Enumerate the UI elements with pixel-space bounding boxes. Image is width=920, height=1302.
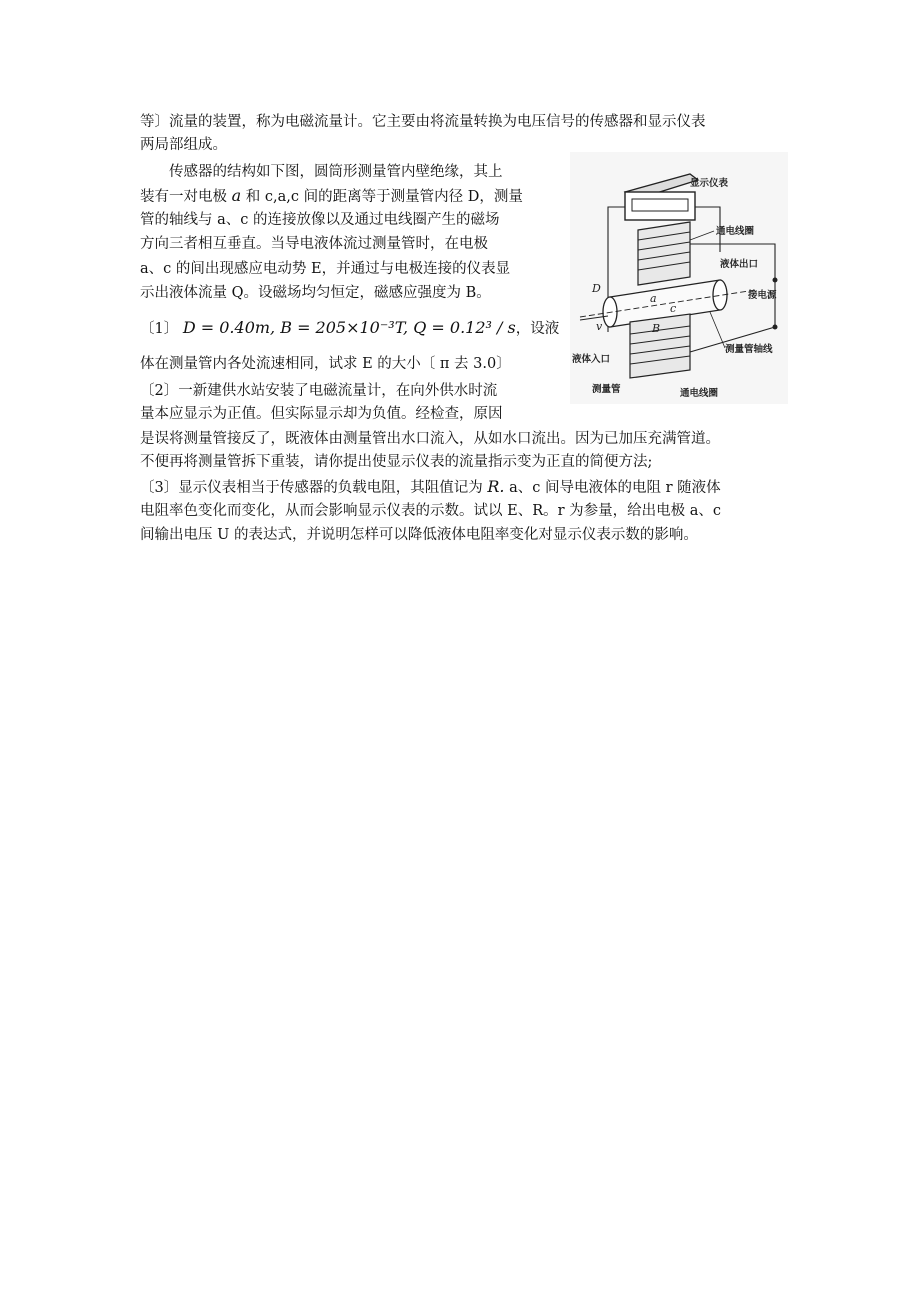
power-terminal-top	[773, 278, 778, 283]
paragraph1-line2: 两局部组成。	[140, 137, 227, 153]
magnetic-field-symbol: B	[652, 322, 661, 335]
diameter-symbol: D	[592, 282, 601, 295]
paragraph2-line5: a、c 的间出现感应电动势 E，并通过与电极连接的仪表显	[140, 261, 511, 277]
electrode-a-label: a	[650, 292, 657, 305]
top-coil-label: 通电线圈	[716, 226, 755, 237]
power-terminal-bottom	[773, 325, 778, 330]
question1-suffix: ，设液	[515, 321, 560, 337]
liquid-outlet-label: 液体出口	[720, 259, 759, 270]
question2-line4: 不便再将测量管拆下重装，请你提出使显示仪表的流量指示变为正直的简便方法;	[140, 454, 653, 470]
resistance-R-symbol: R.	[487, 477, 505, 496]
question3-line1-post: a、c 间导电液体的电阻 r 随液体	[504, 480, 721, 496]
question2-line1: 〔2〕一新建供水站安装了电磁流量计，在向外供水时流	[140, 383, 498, 399]
question1-line2: 体在测量管内各处流速相同，试求 E 的大小〔 π 去 3.0〕	[140, 356, 511, 372]
velocity-symbol: v	[596, 320, 603, 333]
paragraph1-line1: 等〕流量的装置，称为电磁流量计。它主要由将流量转换为电压信号的传感器和显示仪表	[140, 114, 706, 130]
paragraph2-line4: 方向三者相互垂直。当导电液体流过测量管时，在电极	[140, 236, 488, 252]
paragraph2-line6: 示出液体流量 Q。设磁场均匀恒定，磁感应强度为 B。	[140, 285, 491, 301]
measuring-tube-label: 测量管	[592, 384, 621, 395]
liquid-inlet-label: 液体入口	[572, 354, 611, 365]
question3-line3: 间输出电压 U 的表达式，并说明怎样可以降低液体电阻率变化对显示仪表示数的影响。	[140, 527, 698, 543]
question2-line2: 量本应显示为正值。但实际显示却为负值。经检查，原因	[140, 406, 503, 422]
bottom-coil-label: 通电线圈	[680, 388, 719, 399]
question1-line1	[140, 316, 560, 341]
flowmeter-diagram	[570, 152, 788, 404]
question2-line3: 是误将测量管接反了，既液体由测量管出水口流入，从如水口流出。因为已加压充满管道。	[140, 431, 720, 447]
paragraph2-line2-post: 和 c,a,c 间的距离等于测量管内径 D，测量	[241, 189, 523, 205]
question1-label: 〔1〕	[140, 321, 179, 337]
flowmeter-diagram-svg	[570, 152, 788, 404]
question3-line1-pre: 〔3〕显示仪表相当于传感器的负载电阻，其阻值记为	[140, 480, 488, 496]
tube-axis-label: 测量管轴线	[725, 344, 773, 355]
top-coil	[638, 222, 690, 285]
paragraph2-line3: 管的轴线与 a、c 的连接放像以及通过电线圈产生的磁场	[140, 212, 500, 228]
paragraph2-line1: 传感器的结构如下图，圆筒形测量管内壁绝缘，其上	[140, 164, 503, 180]
question1-formula: D = 0.40m, B = 205×10⁻³T, Q = 0.12³ / s	[182, 318, 516, 337]
question3-line2: 电阻率色变化而变化，从而会影响显示仪表的示数。试以 E、R。r 为参量，给出电极 a、c	[140, 503, 722, 519]
electrode-a-symbol: a	[231, 186, 242, 205]
display-meter-box	[625, 192, 695, 220]
electrode-c-label: c	[670, 302, 677, 315]
paragraph2-line2	[140, 184, 550, 209]
power-source-label: 接电源	[748, 290, 777, 301]
paragraph2-line2-pre: 装有一对电极	[140, 189, 232, 205]
question3-line1	[140, 475, 780, 500]
display-meter-label: 显示仪表	[690, 178, 729, 189]
